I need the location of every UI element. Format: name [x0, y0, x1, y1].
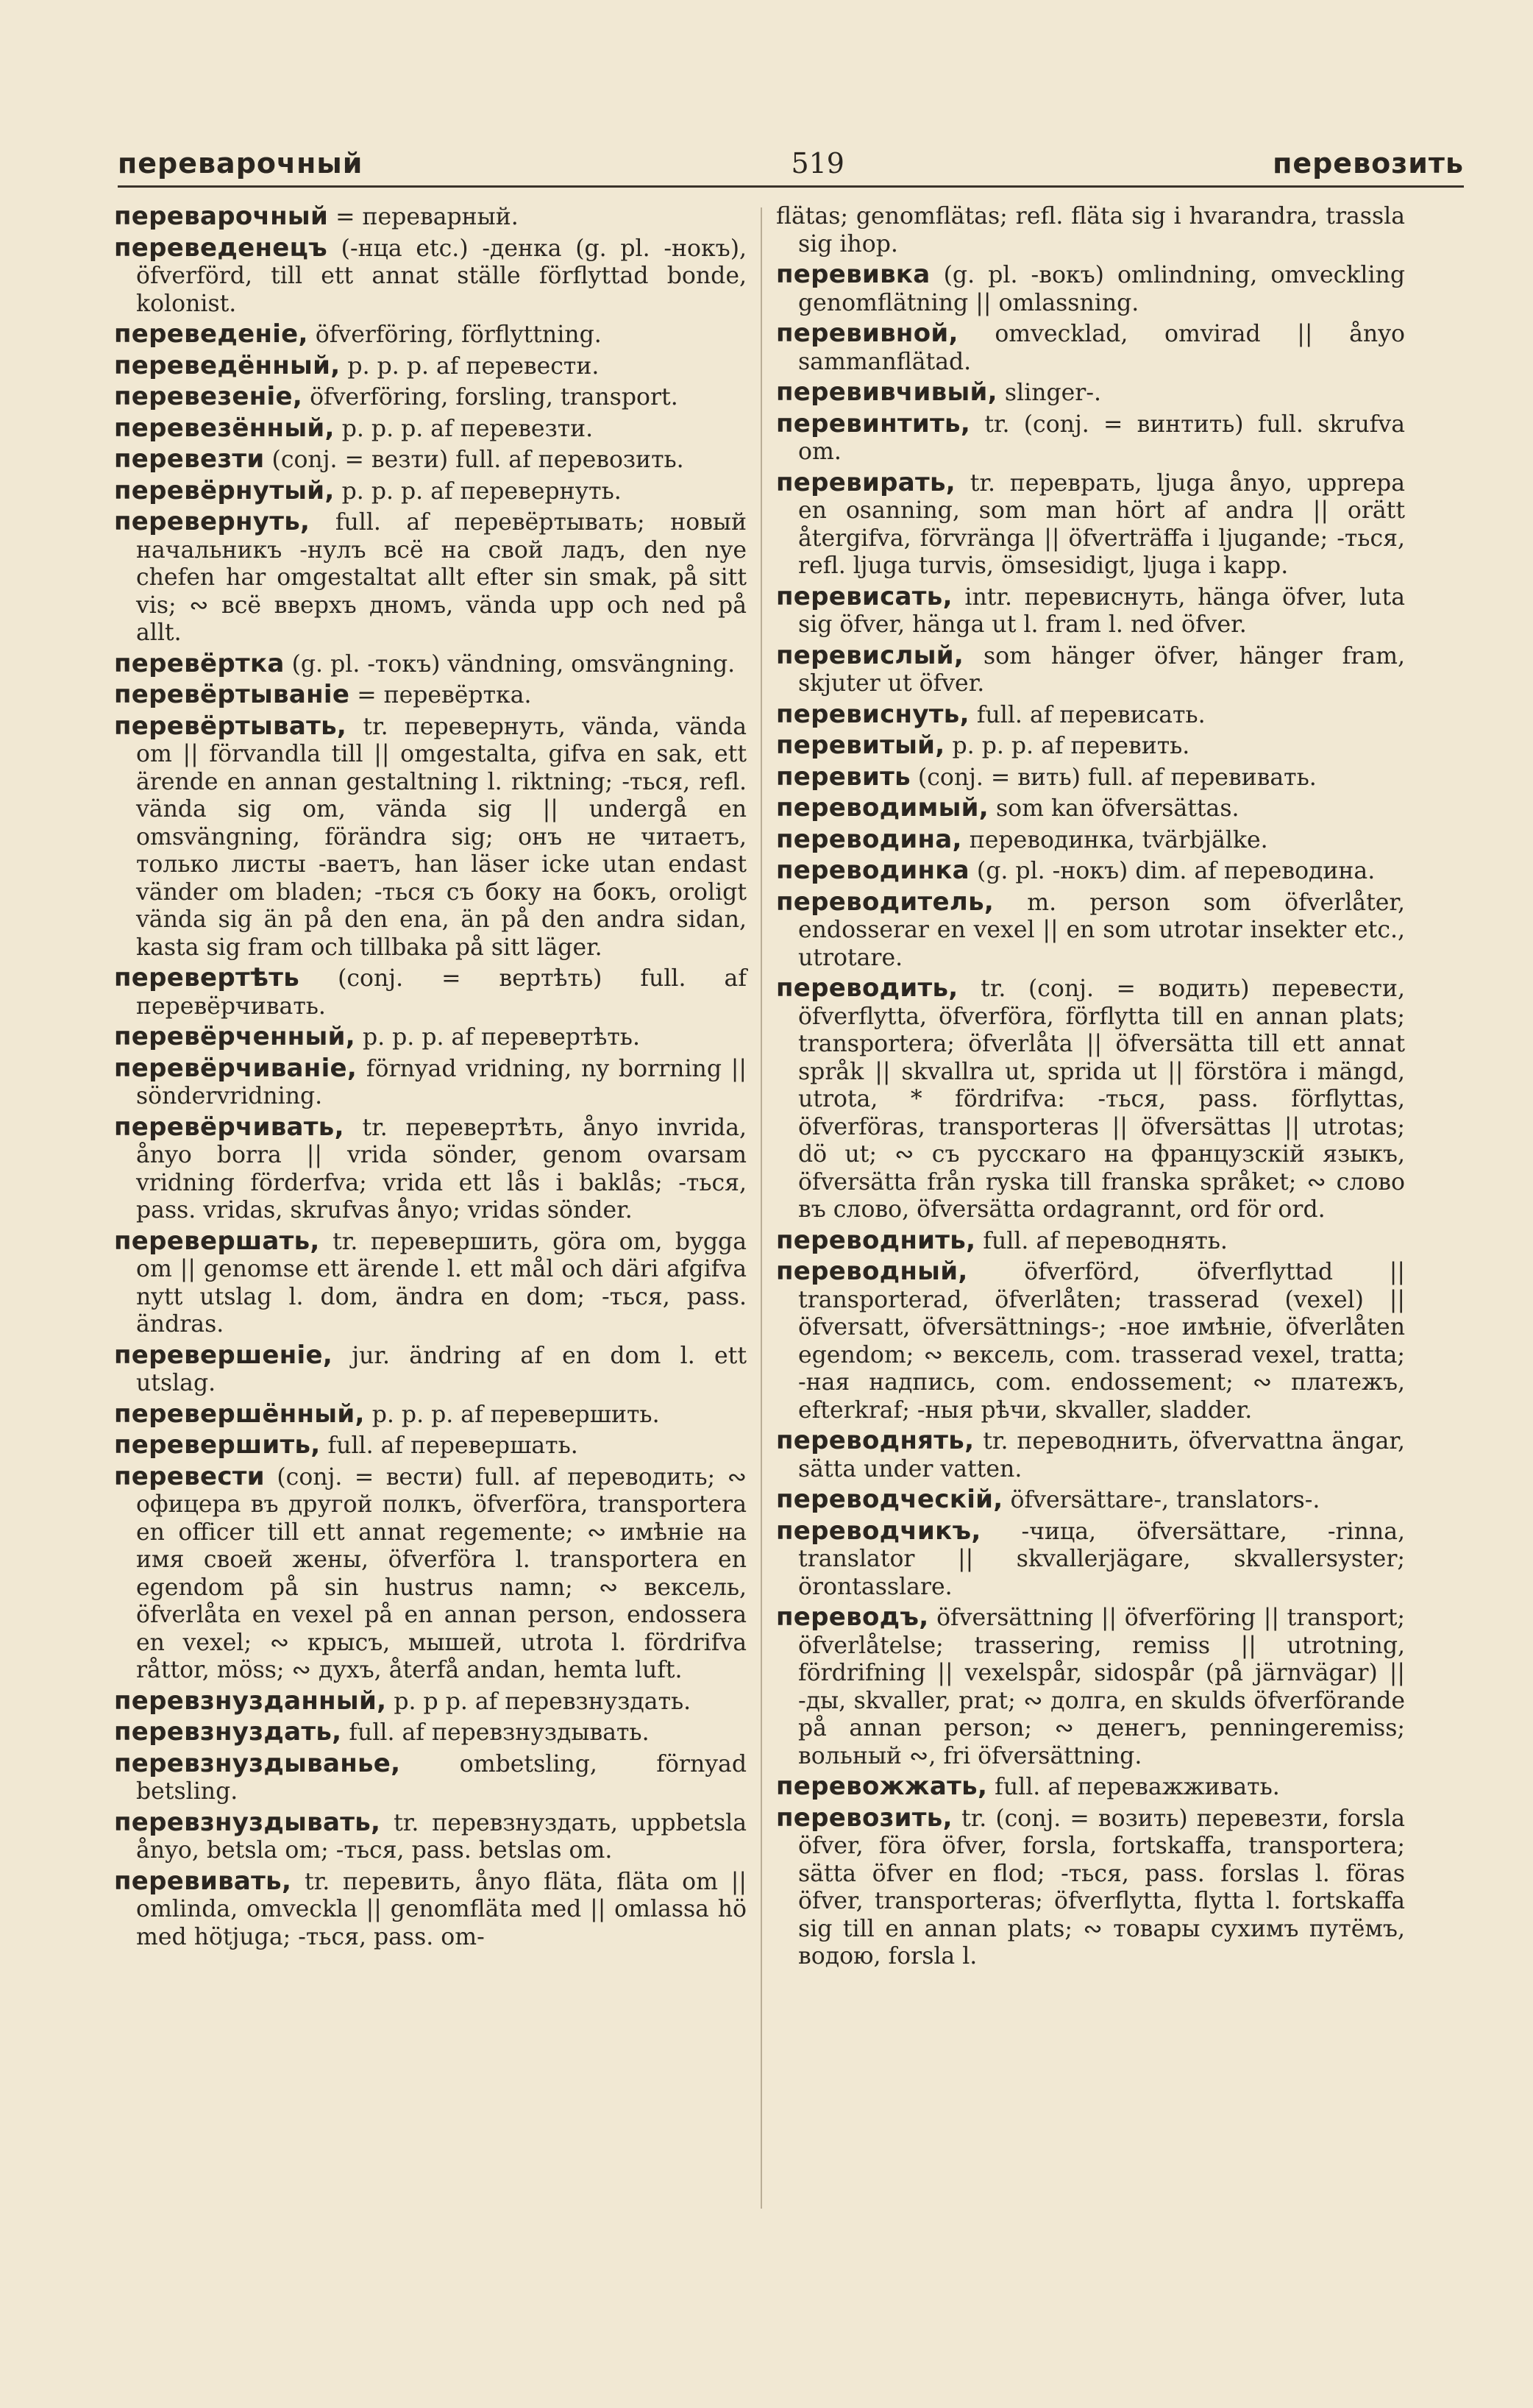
entry-definition: p. p. p. af перевершить.: [364, 1401, 660, 1428]
entry-headword: перевзнузданный,: [114, 1686, 387, 1716]
dictionary-entry: [776, 701, 1405, 730]
entry-definition: = переварный.: [328, 204, 519, 230]
dictionary-entry: [776, 1486, 1405, 1515]
entry-definition: öfverförd, öfverflyttad || transporterad, öfverlåten; trasserad (vexel) || öfversatt, öfversättnings-; -ное имѣніе, öfverlåten egendom; ∾ вексель, com. trasserad vexel, tratta; -ная надпись, com. endossement; ∾ платежъ, efterkraf; -ныя рѣчи, skvaller, sladder.: [798, 1259, 1405, 1424]
entry-definition: som kan öfversättas.: [988, 795, 1239, 822]
dictionary-entry: [776, 469, 1405, 580]
entry-definition: som hänger öfver, hänger fram, skjuter ut öfver.: [798, 642, 1405, 697]
entry-headword: перевитый,: [776, 731, 945, 760]
entry-definition: tr. перевернуть, vända, vända om || förvandla till || omgestalta, gifva en sak, ett ärende en annan gestaltning l. riktning; -ться, refl. vända sig om, vända sig || undergå en omsvängning, förändra sig; онъ не читаетъ, только листы -ваетъ, han läser icke utan endast vänder om bladen; -ться съ боку на бокъ, oroligt vända sig än på den ena, än på den andra sidan, kasta sig fram och tillbaka på sitt läger.: [136, 713, 747, 961]
entry-headword: переводимый,: [776, 793, 989, 823]
entry-headword: перевожжать,: [776, 1772, 988, 1801]
entry-headword: перевить: [776, 761, 911, 792]
entry-definition: p. p. p. af перевести.: [340, 352, 600, 380]
entry-headword: переводъ,: [776, 1602, 929, 1632]
entry-definition: tr. переврать, ljuga ånyo, upprepa en osanning, som man hört af andra || orätt återgifva, förvränga || öfverträffa i ljugande; -ться, refl. ljuga turvis, ömsesidigt, ljuga i kapp.: [798, 469, 1405, 579]
entry-headword: переводческій,: [776, 1485, 1003, 1514]
entry-headword: переводнять,: [776, 1426, 975, 1455]
entry-definition: full. af перевершать.: [320, 1432, 578, 1459]
dictionary-entry: [114, 965, 747, 1020]
dictionary-entry: [776, 261, 1405, 317]
entry-definition: omvecklad, omvirad || ånyo sammanflätad.: [798, 321, 1405, 375]
dictionary-entry: [776, 795, 1405, 823]
entry-headword: перевершённый,: [114, 1399, 365, 1429]
entry-definition: intr. перевиснуть, hänga öfver, luta sig öfver, hänga ut l. fram l. ned öfver.: [798, 583, 1405, 638]
dictionary-entry: [114, 1228, 747, 1339]
entry-headword: перевзнуздыванье,: [114, 1748, 401, 1778]
dictionary-entry: [114, 1432, 747, 1460]
dictionary-entry: [114, 446, 747, 475]
entry-definition: tr. перевертѣть, ånyo invrida, ånyo borra || vrida sönder, genom ovarsam vridning förderfva; vrida ett lås i baklås; -ться, pass. vridas, skrufvas ånyo; vridas sönder.: [136, 1114, 747, 1223]
entry-definition: -чица, öfversättare, -rinna, translator || skvallerjägare, skvallersyster; örontasslare.: [798, 1518, 1405, 1600]
entry-headword: перевести: [114, 1461, 265, 1491]
dictionary-entry: [776, 1604, 1405, 1770]
entry-headword: перевертѣть: [114, 963, 300, 992]
entry-headword: переводинка: [776, 856, 970, 885]
entry-definition: (conj. = вертѣть) full. af перевёрчивать.: [136, 965, 747, 1020]
entry-headword: перевзнуздывать,: [114, 1807, 381, 1837]
entry-definition: öfversättare-, translators-.: [1003, 1487, 1320, 1513]
entry-definition: öfversättning || öfverföring || transport; öfverlåtelse; trassering, remiss || utrotning, fördrifning || vexelspår, sidospår (på järnvägar) || -ды, skvaller, prat; ∾ долга, en skulds öfverförande på annan person; ∾ денегъ, penningeremiss; вольный ∾, fri öfversättning.: [798, 1605, 1405, 1769]
page-number: 519: [791, 147, 844, 180]
dictionary-entry: [114, 1750, 747, 1806]
entry-headword: перевёрчивать,: [114, 1112, 344, 1142]
entry-definition: slinger-.: [997, 380, 1102, 406]
entry-definition: ombetsling, förnyad betsling.: [136, 1750, 747, 1805]
entry-headword: переводитель,: [776, 887, 995, 917]
running-head-right: перевозить: [1273, 147, 1464, 180]
entry-definition: öfverföring, förflyttning.: [307, 322, 602, 348]
entry-definition: tr. (conj. = возить) перевезти, forsla öfver, föra öfver, forsla, fortskaffa, transportera; sätta öfver en flod; -ться, pass. forslas l. föras öfver, transporteras; öfverflytta, flytta l. fortskaffa sig till en annan plats; ∾ товары сухимъ путёмъ, водою, forsla l.: [798, 1805, 1405, 1970]
entry-headword: переводчикъ,: [776, 1516, 981, 1546]
dictionary-entry: [776, 203, 1405, 258]
dictionary-entry: [114, 1463, 747, 1685]
entry-headword: перевершеніе,: [114, 1340, 333, 1370]
entry-definition: förnyad vridning, ny borrning || söndervridning.: [136, 1055, 747, 1109]
dictionary-entry: [114, 1719, 747, 1747]
entry-headword: перевислый,: [776, 640, 964, 670]
entry-headword: перевирать,: [776, 467, 956, 497]
dictionary-entry: [114, 477, 747, 506]
entry-headword: переводить,: [776, 973, 958, 1003]
entry-headword: переведенецъ: [114, 232, 327, 263]
entry-definition: tr. (conj. = винтить) full. skrufva om.: [798, 411, 1405, 465]
dictionary-entry: [114, 1401, 747, 1429]
dictionary-entry: [776, 1258, 1405, 1424]
entry-definition: tr. перевить, ånyo fläta, fläta om || omlinda, omveckla || genomfläta med || omlassa hö med hötjuga; -ться, pass. om-: [136, 1868, 747, 1950]
entry-headword: переведённый,: [114, 350, 341, 380]
entry-definition: p. p. p. af перевертѣть.: [355, 1024, 640, 1051]
running-head: [118, 141, 1464, 188]
dictionary-entry: [776, 761, 1405, 792]
dictionary-entry: [114, 203, 747, 232]
dictionary-entry: [776, 1805, 1405, 1971]
entry-headword: перевёртка: [114, 648, 285, 678]
entry-definition: p. p. p. af перевить.: [945, 733, 1190, 759]
entry-definition: jur. ändring af en dom l. ett utslag.: [136, 1342, 747, 1396]
entry-headword: перевёрченный,: [114, 1022, 355, 1051]
entry-headword: перевивка: [776, 260, 931, 289]
entry-definition: (conj. = вить) full. af перевивать.: [910, 764, 1317, 791]
dictionary-entry: [776, 889, 1405, 973]
dictionary-entry: [114, 1023, 747, 1052]
dictionary-entry: [776, 379, 1405, 408]
entry-definition: full. af перевисать.: [969, 701, 1206, 728]
entry-headword: перевёртывать,: [114, 711, 347, 741]
dictionary-entry: [776, 642, 1405, 698]
left-column: [114, 203, 747, 1954]
entry-headword: перевзнуздать,: [114, 1717, 342, 1747]
entry-headword: перевернуть,: [114, 507, 310, 536]
dictionary-entry: [776, 826, 1405, 855]
dictionary-entry: [114, 681, 747, 710]
dictionary-entry: [776, 1773, 1405, 1802]
entry-headword: переводина,: [776, 824, 962, 854]
entry-headword: перевезённый,: [114, 413, 335, 443]
dictionary-entry: [114, 1342, 747, 1398]
entry-definition: p. p. p. af перевернуть.: [334, 477, 622, 505]
entry-headword: перевиснуть,: [776, 699, 970, 729]
dictionary-entry: [114, 321, 747, 349]
dictionary-entry: [776, 1427, 1405, 1483]
entry-definition: tr. перевершить, göra om, bygga om || genomse ett ärende l. ett mål och däri afgifva nytt utslag l. dom, ändra en dom; -ться, pass. ändras.: [136, 1228, 747, 1338]
entry-headword: перевезти: [114, 444, 265, 474]
entry-headword: перевёрчиваніе,: [114, 1053, 358, 1083]
dictionary-entry: [114, 1868, 747, 1952]
dictionary-entry: [114, 232, 747, 319]
entry-headword: перевозить,: [776, 1803, 953, 1833]
dictionary-entry: [114, 1809, 747, 1865]
entry-headword: перевершать,: [114, 1226, 320, 1256]
entry-headword: перевезеніе,: [114, 382, 303, 411]
entry-definition: flätas; genomflätas; refl. fläta sig i hvarandra, trassla sig ihop.: [776, 203, 1405, 258]
entry-definition: tr. (conj. = водить) перевести, öfverflytta, öfverföra, förflytta till en annan plats; transportera; öfverlåta || öfversätta till ett annat språk || skvallra ut, sprida ut || förstöra i mängd, utrota, * fördrifva: -ться, pass. förflyttas, öfverföras, transporteras || öfversättas || utrotas; dö ut; ∾ съ русскаго на французскій языкъ, öfversätta från ryska till franska språket; ∾ слово въ слово, öfversätta ordagrannt, ord för ord.: [798, 976, 1405, 1223]
entry-definition: (g. pl. -нокъ) dim. af переводина.: [969, 858, 1376, 884]
entry-definition: p. p. p. af перевезти.: [334, 415, 594, 442]
entry-definition: m. person som öfverlåter, endosserar en vexel || en som utrotar insekter etc., utrotare.: [798, 889, 1405, 971]
entry-definition: full. af перевёртывать; новый начальникъ -нулъ всё на свой ладъ, den nye chefen har omgestaltat allt efter sin smak, på sitt vis; ∾ всё вверхъ дномъ, vända upp och ned på allt.: [136, 509, 747, 646]
entry-definition: (g. pl. -вокъ) omlindning, omveckling genomflätning || omlassning.: [798, 262, 1405, 316]
dictionary-entry: [776, 1227, 1405, 1256]
entry-definition: öfverföring, forsling, transport.: [302, 384, 678, 411]
dictionary-entry: [776, 408, 1405, 466]
entry-definition: p. p p. af перевзнуздать.: [386, 1688, 691, 1715]
dictionary-entry: [114, 1055, 747, 1111]
dictionary-entry: [114, 713, 747, 962]
dictionary-entry: [776, 583, 1405, 639]
right-column: [776, 203, 1405, 1974]
entry-headword: переводный,: [776, 1257, 968, 1286]
entry-headword: перевивной,: [776, 319, 958, 348]
entry-headword: переведеніе,: [114, 319, 308, 349]
dictionary-entry: [114, 383, 747, 412]
entry-definition: = перевёртка.: [349, 682, 532, 708]
dictionary-entry: [776, 1518, 1405, 1602]
entry-definition: full. af переважживать.: [987, 1774, 1280, 1800]
entry-headword: переварочный: [114, 202, 329, 231]
entry-headword: перевёртываніе: [114, 680, 350, 709]
dictionary-entry: [114, 650, 747, 679]
dictionary-entry: [776, 975, 1405, 1224]
entry-headword: перевёрнутый,: [114, 475, 335, 505]
entry-headword: перевершить,: [114, 1430, 321, 1460]
entry-definition: (g. pl. -токъ) vändning, omsvängning.: [284, 650, 736, 678]
entry-headword: перевинтить,: [776, 408, 971, 438]
dictionary-entry: [114, 352, 747, 381]
entry-definition: full. af перевзнуздывать.: [341, 1719, 650, 1746]
dictionary-entry: [114, 508, 747, 647]
running-head-left: переварочный: [118, 147, 363, 180]
entry-definition: (conj. = вести) full. af переводить; ∾ офицера въ другой полкъ, öfverföra, transportera en officer till ett annat regemente; ∾ имѣніе на имя своей жены, öfverföra l. transportera en egendom på sin hustrus namn; ∾ вексель, öfverlåta en vexel på en annan person, endossera en vexel; ∾ крысъ, мышей, utrota l. fördrifva råttor, möss; ∾ духъ, återfå andan, hemta luft.: [136, 1463, 747, 1683]
dictionary-entry: [776, 732, 1405, 761]
entry-definition: (-нца etc.) -денка (g. pl. -нокъ), öfverförd, till ett annat ställe förflyttad bonde, kolonist.: [136, 235, 747, 317]
entry-headword: перевисать,: [776, 581, 953, 611]
entry-headword: перевивать,: [114, 1866, 292, 1896]
entry-definition: (conj. = везти) full. af перевозить.: [264, 447, 684, 473]
entry-definition: переводинка, tvärbjälke.: [961, 826, 1268, 853]
dictionary-entry: [114, 1114, 747, 1225]
dictionary-entry: [776, 857, 1405, 886]
dictionary-entry: [776, 320, 1405, 376]
entry-headword: перевивчивый,: [776, 377, 997, 407]
column-rule: [761, 207, 762, 2209]
dictionary-entry: [114, 415, 747, 444]
entry-definition: full. af переводнять.: [975, 1227, 1228, 1254]
entry-definition: tr. перевзнуздать, uppbetsla ånyo, betsla om; -ться, pass. betslas om.: [136, 1809, 747, 1864]
dictionary-entry: [114, 1688, 747, 1716]
entry-definition: tr. переводнить, öfvervattna ängar, sätta under vatten.: [798, 1428, 1405, 1482]
entry-headword: переводнить,: [776, 1225, 976, 1255]
